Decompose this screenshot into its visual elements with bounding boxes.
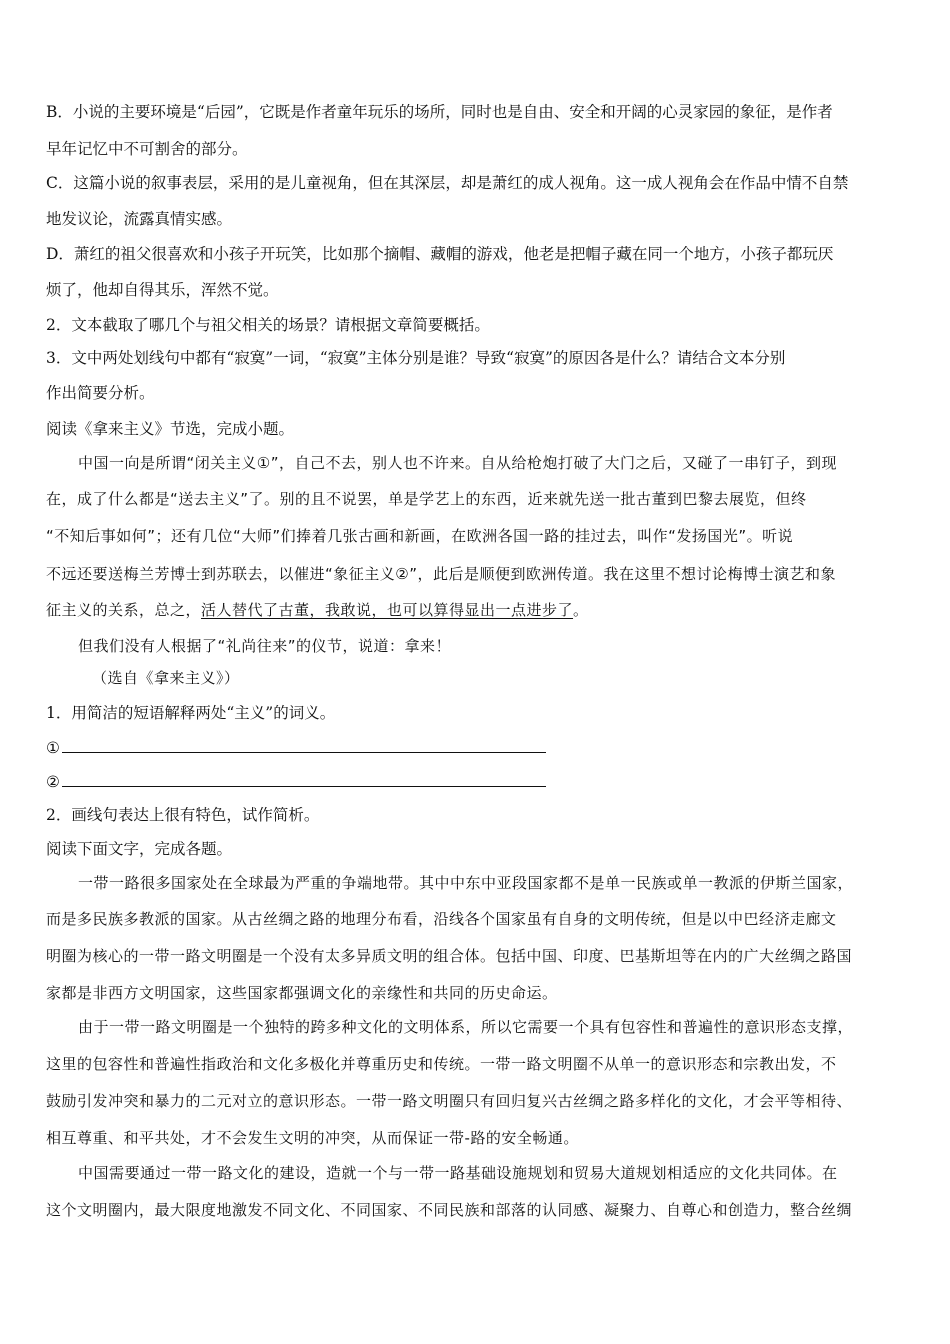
option-d-line-2: 烦了，他却自得其乐，浑然不觉。 bbox=[46, 281, 279, 299]
passage-nalai-line-4: 不远还要送梅兰芳博士到苏联去，以催进“象征主义②”，此后是顺便到欧洲传道。我在这里不想讨论梅博士演艺和象 bbox=[46, 565, 836, 583]
underlined-sentence: 活人替代了古董，我敢说，也可以算得显出一点进步了 bbox=[201, 601, 574, 619]
passage-belt-p3-line-2: 这个文明圈内，最大限度地激发不同文化、不同国家、不同民族和部落的认同感、凝聚力、自尊心和创造力，整合丝绸 bbox=[46, 1201, 853, 1219]
option-d-line-1: D．萧红的祖父很喜欢和小孩子开玩笑，比如那个摘帽、藏帽的游戏，他老是把帽子藏在同一个地方，小孩子都玩厌 bbox=[46, 245, 834, 263]
question-2-scenes: 2．文本截取了哪几个与祖父相关的场景？请根据文章简要概括。 bbox=[46, 316, 490, 334]
option-b-line-1: B．小说的主要环境是“后园”，它既是作者童年玩乐的场所，同时也是自由、安全和开阔的心灵家园的象征，是作者 bbox=[46, 103, 833, 121]
passage-text: 征主义的关系，总之， bbox=[46, 601, 202, 619]
passage-belt-p3-line-1: 中国需要通过一带一路文化的建设，造就一个与一带一路基础设施规划和贸易大道规划相适应的文化共同体。在 bbox=[78, 1164, 838, 1182]
passage-nalai-line-5 bbox=[46, 599, 908, 621]
passage-belt-p1-line-1: 一带一路很多国家处在全球最为严重的争端地带。其中中东中亚段国家都不是单一民族或单一教派的伊斯兰国家， bbox=[78, 874, 854, 892]
passage-source: （选自《拿来主义》） bbox=[92, 669, 240, 687]
passage-nalai-line-1: 中国一向是所谓“闭关主义①”，自己不去，别人也不许来。自从给枪炮打破了大门之后，又碰了一串钉子，到现 bbox=[78, 454, 837, 472]
blank-line[interactable] bbox=[62, 770, 546, 787]
answer-blank-1[interactable] bbox=[46, 736, 908, 758]
passage-text: 。 bbox=[573, 601, 589, 619]
passage-nalai-line-2: 在，成了什么都是“送去主义”了。别的且不说罢，单是学艺上的东西，近来就先送一批古董到巴黎去展览，但终 bbox=[46, 490, 807, 508]
passage-belt-p2-line-4: 相互尊重、和平共处，才不会发生文明的冲突，从而保证一带-路的安全畅通。 bbox=[46, 1129, 579, 1147]
question-3-line-1: 3．文中两处划线句中都有“寂寞”一词，“寂寞”主体分别是谁？导致“寂寞”的原因各是什么？请结合文本分别 bbox=[46, 349, 786, 367]
question-3-line-2: 作出简要分析。 bbox=[46, 384, 155, 402]
passage-belt-p2-line-2: 这里的包容性和普遍性指政治和文化多极化并尊重历史和传统。一带一路文明圈不从单一的意识形态和宗教出发，不 bbox=[46, 1055, 837, 1073]
question-2-analysis: 2．画线句表达上很有特色，试作简析。 bbox=[46, 806, 320, 824]
section-intro-nalai: 阅读《拿来主义》节选，完成小题。 bbox=[46, 420, 295, 438]
passage-nalai-paragraph-2: 但我们没有人根据了“礼尚往来”的仪节，说道：拿来！ bbox=[78, 637, 452, 655]
option-c-line-2: 地发议论，流露真情实感。 bbox=[46, 210, 233, 228]
blank-label: ① bbox=[46, 739, 60, 757]
passage-belt-p1-line-3: 明圈为核心的一带一路文明圈是一个没有太多异质文明的组合体。包括中国、印度、巴基斯坦等在内的广大丝绸之路国 bbox=[46, 947, 853, 965]
passage-belt-p2-line-1: 由于一带一路文明圈是一个独特的跨多种文化的文明体系，所以它需要一个具有包容性和普遍性的意识形态支撑， bbox=[78, 1018, 854, 1036]
passage-nalai-line-3: “不知后事如何”；还有几位“大师”们捧着几张古画和新画，在欧洲各国一路的挂过去，叫作“发扬国光”。听说 bbox=[46, 527, 794, 545]
blank-label: ② bbox=[46, 773, 60, 791]
option-c-line-1: C．这篇小说的叙事表层，采用的是儿童视角，但在其深层，却是萧红的成人视角。这一成人视角会在作品中情不自禁 bbox=[46, 174, 849, 192]
passage-belt-p1-line-4: 家都是非西方文明国家，这些国家都强调文化的亲缘性和共同的历史命运。 bbox=[46, 984, 558, 1002]
passage-belt-p2-line-3: 鼓励引发冲突和暴力的二元对立的意识形态。一带一路文明圈只有回归复兴古丝绸之路多样化的文化，才会平等相待、 bbox=[46, 1092, 853, 1110]
question-1-meaning: 1．用简洁的短语解释两处“主义”的词义。 bbox=[46, 704, 336, 722]
blank-line[interactable] bbox=[62, 736, 546, 753]
option-b-line-2: 早年记忆中不可割舍的部分。 bbox=[46, 140, 248, 158]
section-intro-belt-road: 阅读下面文字，完成各题。 bbox=[46, 840, 233, 858]
answer-blank-2[interactable] bbox=[46, 770, 908, 792]
passage-belt-p1-line-2: 而是多民族多教派的国家。从古丝绸之路的地理分布看，沿线各个国家虽有自身的文明传统，但是以中巴经济走廊文 bbox=[46, 910, 837, 928]
